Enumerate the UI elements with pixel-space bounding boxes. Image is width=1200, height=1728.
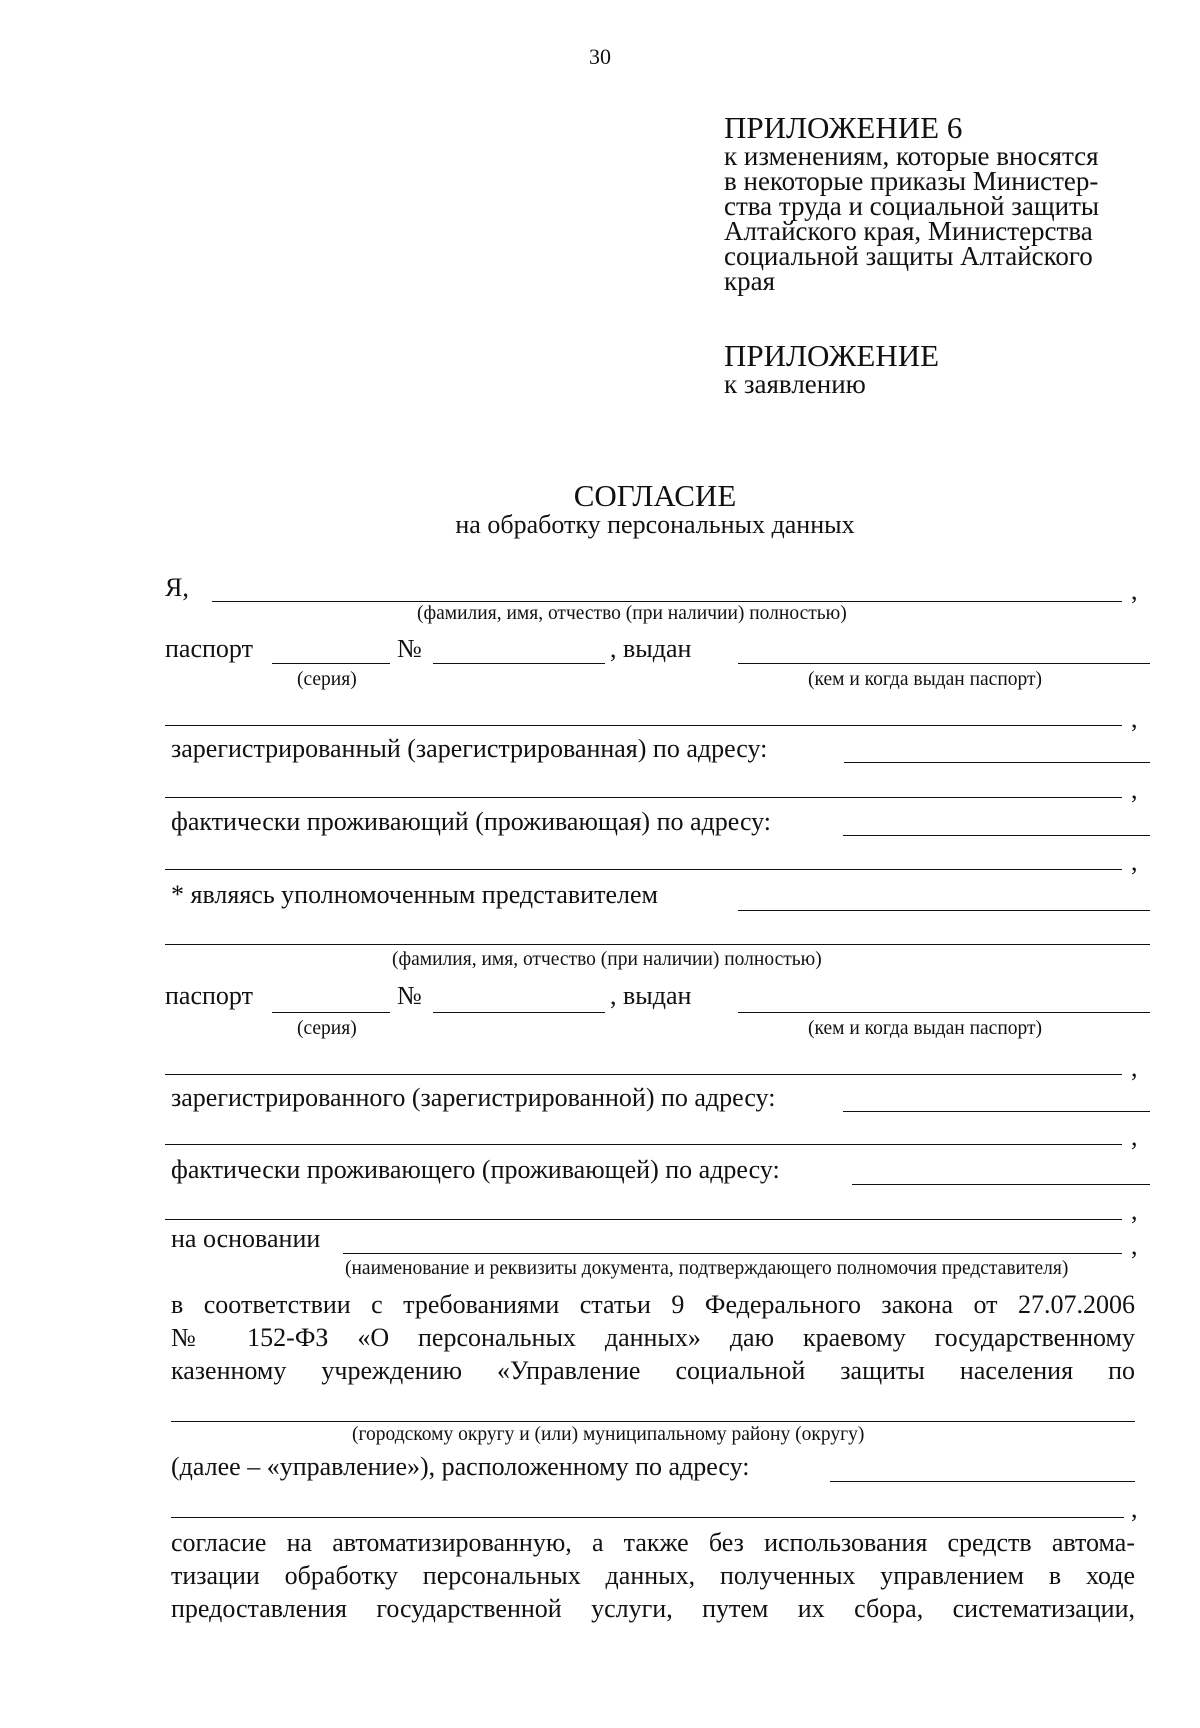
rep-registered-address-field[interactable] (843, 1111, 1150, 1112)
basis-caption: (наименование и реквизиты документа, подтверждающего полномочия представителя) (345, 1258, 1069, 1279)
further-label: (далее – «управление»), расположенному по адресу: (171, 1452, 750, 1481)
law-line: казенному учреждению «Управление социальной защиты населения по (171, 1356, 1135, 1385)
series-caption: (серия) (297, 669, 357, 690)
passport-number-field[interactable] (433, 663, 605, 664)
law-paragraph (171, 1288, 1135, 1387)
comma: , (1131, 1122, 1138, 1151)
rep-passport-issued-field[interactable] (738, 1012, 1150, 1013)
rep-registered-label: зарегистрированного (зарегистрированной) по адресу: (171, 1083, 776, 1112)
living-label: фактически проживающий (проживающая) по адресу: (171, 807, 772, 836)
comma: , (1131, 847, 1138, 876)
comma: , (1131, 576, 1138, 605)
passport-issued-continuation-field[interactable] (165, 725, 1122, 726)
registered-address-continuation-field[interactable] (165, 797, 1122, 798)
registered-address-field[interactable] (844, 762, 1150, 763)
management-address-field[interactable] (830, 1481, 1135, 1482)
consent-line: предоставления государственной услуги, путем их сбора, систематизации, (171, 1594, 1135, 1623)
law-line: в соответствии с требованиями статьи 9 Федерального закона от 27.07.2006 (171, 1290, 1135, 1319)
comma: , (1131, 1196, 1138, 1225)
number-sign: № (397, 634, 422, 663)
living-address-continuation-field[interactable] (165, 869, 1122, 870)
consent-line: согласие на автоматизированную, а также без использования средств автома- (171, 1528, 1135, 1557)
rep-registered-address-continuation-field[interactable] (165, 1144, 1122, 1145)
appendix-6-heading: ПРИЛОЖЕНИЕ 6 (724, 110, 963, 145)
consent-line: тизации обработку персональных данных, полученных управлением в ходе (171, 1561, 1135, 1590)
representative-label: * являясь уполномоченным представителем (171, 880, 658, 909)
rep-issued-caption: (кем и когда выдан паспорт) (808, 1018, 1043, 1039)
district-caption: (городскому округу и (или) муниципальному району (округу) (352, 1424, 865, 1445)
rep-passport-number-field[interactable] (433, 1012, 605, 1013)
law-line: № 152-ФЗ «О персональных данных» даю краевому государственному (171, 1323, 1135, 1352)
appendix-6-line: края (724, 266, 776, 296)
appendix-6-block (724, 112, 1099, 294)
representative-fio-caption: (фамилия, имя, отчество (при наличии) полностью) (392, 949, 822, 970)
representative-name-field[interactable] (165, 944, 1150, 945)
rep-passport-series-field[interactable] (272, 1012, 390, 1013)
issued-label: , выдан (610, 634, 692, 663)
appendix-6-line: ства труда и социальной защиты (724, 191, 1100, 221)
rep-passport-label: паспорт (165, 981, 253, 1010)
consent-paragraph (171, 1526, 1135, 1625)
management-address-continuation-field[interactable] (171, 1517, 1124, 1518)
representative-field[interactable] (738, 910, 1150, 911)
passport-issued-field[interactable] (738, 663, 1150, 664)
basis-field[interactable] (343, 1253, 1122, 1254)
district-field[interactable] (171, 1421, 1135, 1422)
rep-issued-label: , выдан (610, 981, 692, 1010)
appendix-6-line: к изменениям, которые вносятся (724, 141, 1099, 171)
passport-label: паспорт (165, 634, 253, 663)
registered-label: зарегистрированный (зарегистрированная) по адресу: (171, 734, 768, 763)
appendix-block (724, 340, 939, 397)
issued-caption: (кем и когда выдан паспорт) (808, 669, 1043, 690)
number-sign: № (397, 981, 422, 1010)
comma: , (1131, 1053, 1138, 1082)
rep-passport-issued-continuation-field[interactable] (165, 1074, 1122, 1075)
appendix-6-line: социальной защиты Алтайского (724, 241, 1093, 271)
comma: , (1131, 1494, 1138, 1523)
rep-series-caption: (серия) (297, 1018, 357, 1039)
appendix-heading: ПРИЛОЖЕНИЕ (724, 338, 940, 373)
comma: , (1131, 704, 1138, 733)
comma: , (1131, 775, 1138, 804)
appendix-subtitle: к заявлению (724, 369, 866, 399)
fio-caption: (фамилия, имя, отчество (при наличии) полностью) (417, 603, 847, 624)
fio-field[interactable] (212, 601, 1122, 602)
appendix-6-line: Алтайского края, Министерства (724, 216, 1093, 246)
comma: , (1131, 1231, 1138, 1260)
document-subtitle: на обработку персональных данных (455, 510, 855, 539)
rep-living-address-continuation-field[interactable] (165, 1219, 1122, 1220)
i-label: Я, (165, 573, 189, 602)
basis-label: на основании (171, 1224, 321, 1253)
passport-series-field[interactable] (272, 663, 390, 664)
page-number: 30 (589, 44, 611, 69)
living-address-field[interactable] (843, 835, 1150, 836)
document-title: СОГЛАСИЕ (573, 478, 737, 513)
rep-living-address-field[interactable] (852, 1184, 1150, 1185)
rep-living-label: фактически проживающего (проживающей) по адресу: (171, 1155, 780, 1184)
appendix-6-line: в некоторые приказы Министер- (724, 166, 1099, 196)
